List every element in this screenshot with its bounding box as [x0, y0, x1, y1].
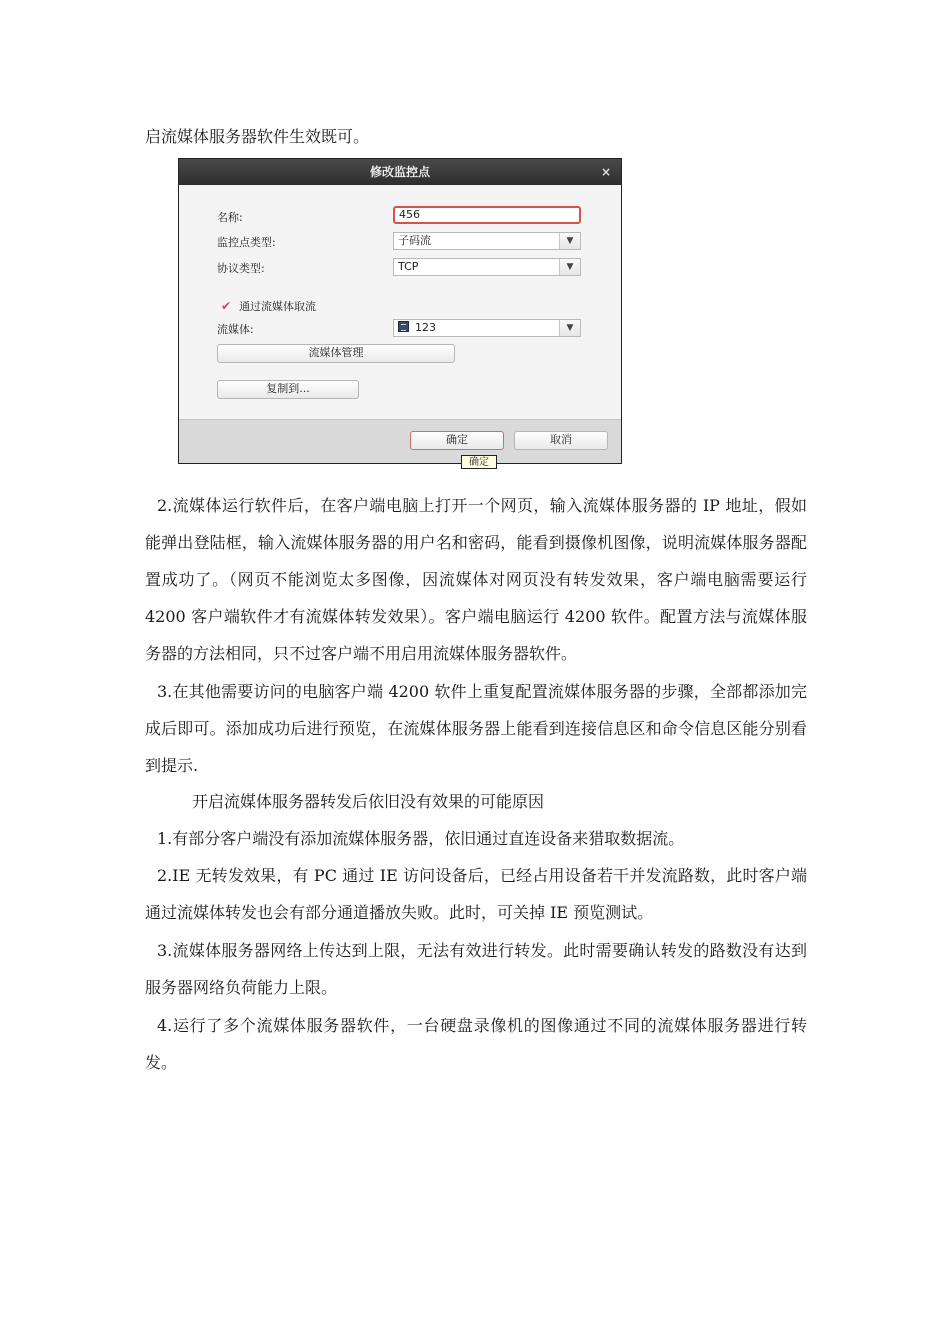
name-input[interactable]: 456 [393, 206, 581, 224]
protocol-type-select[interactable] [393, 258, 581, 276]
protocol-type-value: TCP [398, 260, 419, 273]
dialog-title-bar [179, 159, 621, 185]
ok-button[interactable]: 确定 [410, 431, 504, 450]
cancel-button[interactable]: 取消 [514, 431, 608, 450]
chevron-down-icon[interactable]: ▼ [559, 320, 580, 336]
dialog-title: 修改监控点 [369, 165, 430, 179]
media-label: 流媒体: [217, 323, 254, 336]
monitor-type-label: 监控点类型: [217, 236, 276, 249]
copy-to-button[interactable]: 复制到... [217, 380, 359, 399]
section-heading: 开启流媒体服务器转发后依旧没有效果的可能原因 [192, 792, 545, 811]
chevron-down-icon[interactable]: ▼ [559, 233, 580, 249]
chevron-down-icon[interactable]: ▼ [559, 259, 580, 275]
ok-tooltip: 确定 [461, 455, 497, 469]
dialog-footer [179, 419, 621, 463]
dialog-body [179, 185, 621, 419]
stream-via-media-checkbox[interactable] [221, 298, 316, 314]
checkbox-label: 通过流媒体取流 [239, 300, 317, 313]
monitor-type-value: 子码流 [398, 234, 431, 247]
intro-line: 启流媒体服务器软件生效既可。 [145, 127, 370, 146]
reason-1: 1.有部分客户端没有添加流媒体服务器，依旧通过直连设备来猎取数据流。 [157, 829, 685, 848]
edit-monitor-point-dialog [178, 158, 622, 468]
server-icon [398, 321, 409, 332]
name-label: 名称: [217, 211, 243, 224]
reason-2: 2.IE 无转发效果，有 PC 通过 IE 访问设备后，已经占用设备若干并发流路数，此时客户端通过流媒体转发也会有部分通道播放失败。此时，可关掉 IE 预览测试。 [145, 866, 807, 922]
reason-3: 3.流媒体服务器网络上传达到上限，无法有效进行转发。此时需要确认转发的路数没有达到服务器网络负荷能力上限。 [145, 941, 807, 997]
media-value: 123 [415, 321, 436, 334]
monitor-type-select[interactable] [393, 232, 581, 250]
check-icon: ✔ [221, 299, 232, 313]
close-icon[interactable]: × [600, 165, 611, 179]
media-manage-button[interactable]: 流媒体管理 [217, 344, 455, 363]
protocol-type-label: 协议类型: [217, 262, 265, 275]
paragraph-2: 2.流媒体运行软件后，在客户端电脑上打开一个网页，输入流媒体服务器的 IP 地址，假如能弹出登陆框，输入流媒体服务器的用户名和密码，能看到摄像机图像，说明流媒体服务器配置成功了。（网页不能浏览太多图像，因流媒体对网页没有转发效果，客户端电脑需要运行 4200 客户端软件才有流媒体转发效果）。客户端电脑运行 4200 软件。配置方法与流媒体服务器的方法相同，只不过客户端不用启用流媒体服务器软件。 [145, 496, 807, 663]
reason-4: 4.运行了多个流媒体服务器软件，一台硬盘录像机的图像通过不同的流媒体服务器进行转发。 [145, 1016, 807, 1072]
media-select[interactable] [393, 319, 581, 337]
paragraph-3: 3.在其他需要访问的电脑客户端 4200 软件上重复配置流媒体服务器的步骤，全部都添加完成后即可。添加成功后进行预览，在流媒体服务器上能看到连接信息区和命令信息区能分别看到提示. [145, 682, 807, 775]
